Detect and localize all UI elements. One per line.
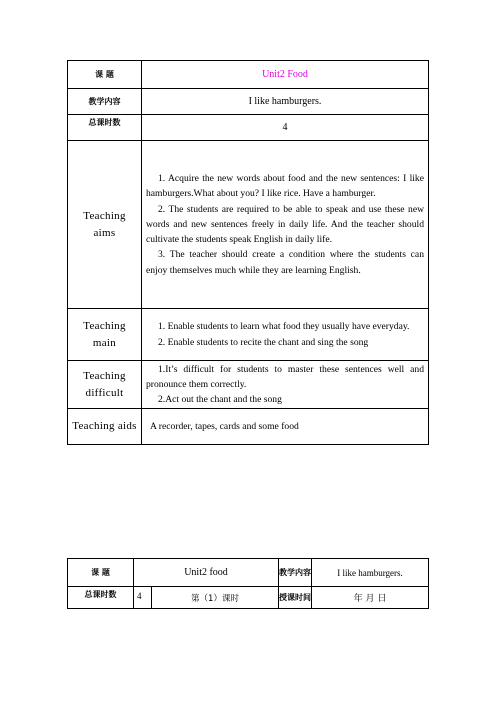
main-content	[142, 309, 429, 361]
time-label: 授课时间	[279, 587, 312, 609]
difficult-item: 1.It’s difficult for students to master these sentences well and pronounce them correctly.	[146, 363, 424, 390]
difficult-item: 2.Act out the chant and the song	[158, 394, 282, 406]
topic-value: Unit2 Food	[142, 61, 429, 89]
content-value-2: I like hamburgers.	[312, 559, 429, 587]
content-value: I like hamburgers.	[142, 89, 429, 115]
difficult-label: Teaching difficult	[68, 361, 142, 409]
main-item: 2. Enable students to recite the chant and sing the song	[158, 336, 369, 348]
aids-label: Teaching aids	[68, 409, 142, 445]
topic-label-2: 课 题	[68, 559, 134, 587]
aim-item: 1. Acquire the new words about food and the new sentences: I like hamburgers.What about you? I like rice. Have a hamburger.	[146, 173, 424, 200]
lesson-number: 第（1）课时	[152, 587, 279, 609]
aids-content	[142, 409, 429, 445]
topic-label: 课 题	[68, 61, 142, 89]
content-label-2: 教学内容	[279, 559, 312, 587]
aims-label: Teaching aims	[68, 141, 142, 309]
lesson-plan-table	[67, 60, 429, 445]
schedule-table	[67, 558, 429, 609]
difficult-content	[142, 361, 429, 409]
aim-item: 2. The students are required to be able to speak and use these new words and new sentences freely in daily life. And the teacher should cultivate the students speak English in daily life.	[146, 203, 424, 246]
hours-label-2: 总课时数	[68, 587, 134, 609]
content-label: 教学内容	[68, 89, 142, 115]
main-label: Teaching main	[68, 309, 142, 361]
aids-value: A recorder, tapes, cards and some food	[150, 420, 299, 432]
topic-value-2: Unit2 food	[134, 559, 279, 587]
aim-item: 3. The teacher should create a condition where the students can enjoy themselves much while they are learning English.	[146, 249, 424, 276]
hours-value: 4	[142, 115, 429, 141]
hours-value-2: 4	[134, 587, 152, 609]
aims-content	[142, 141, 429, 309]
hours-label: 总课时数	[68, 115, 142, 141]
main-item: 1. Enable students to learn what food they usually have everyday.	[158, 321, 410, 333]
date-value: 年 月 日	[312, 587, 429, 609]
